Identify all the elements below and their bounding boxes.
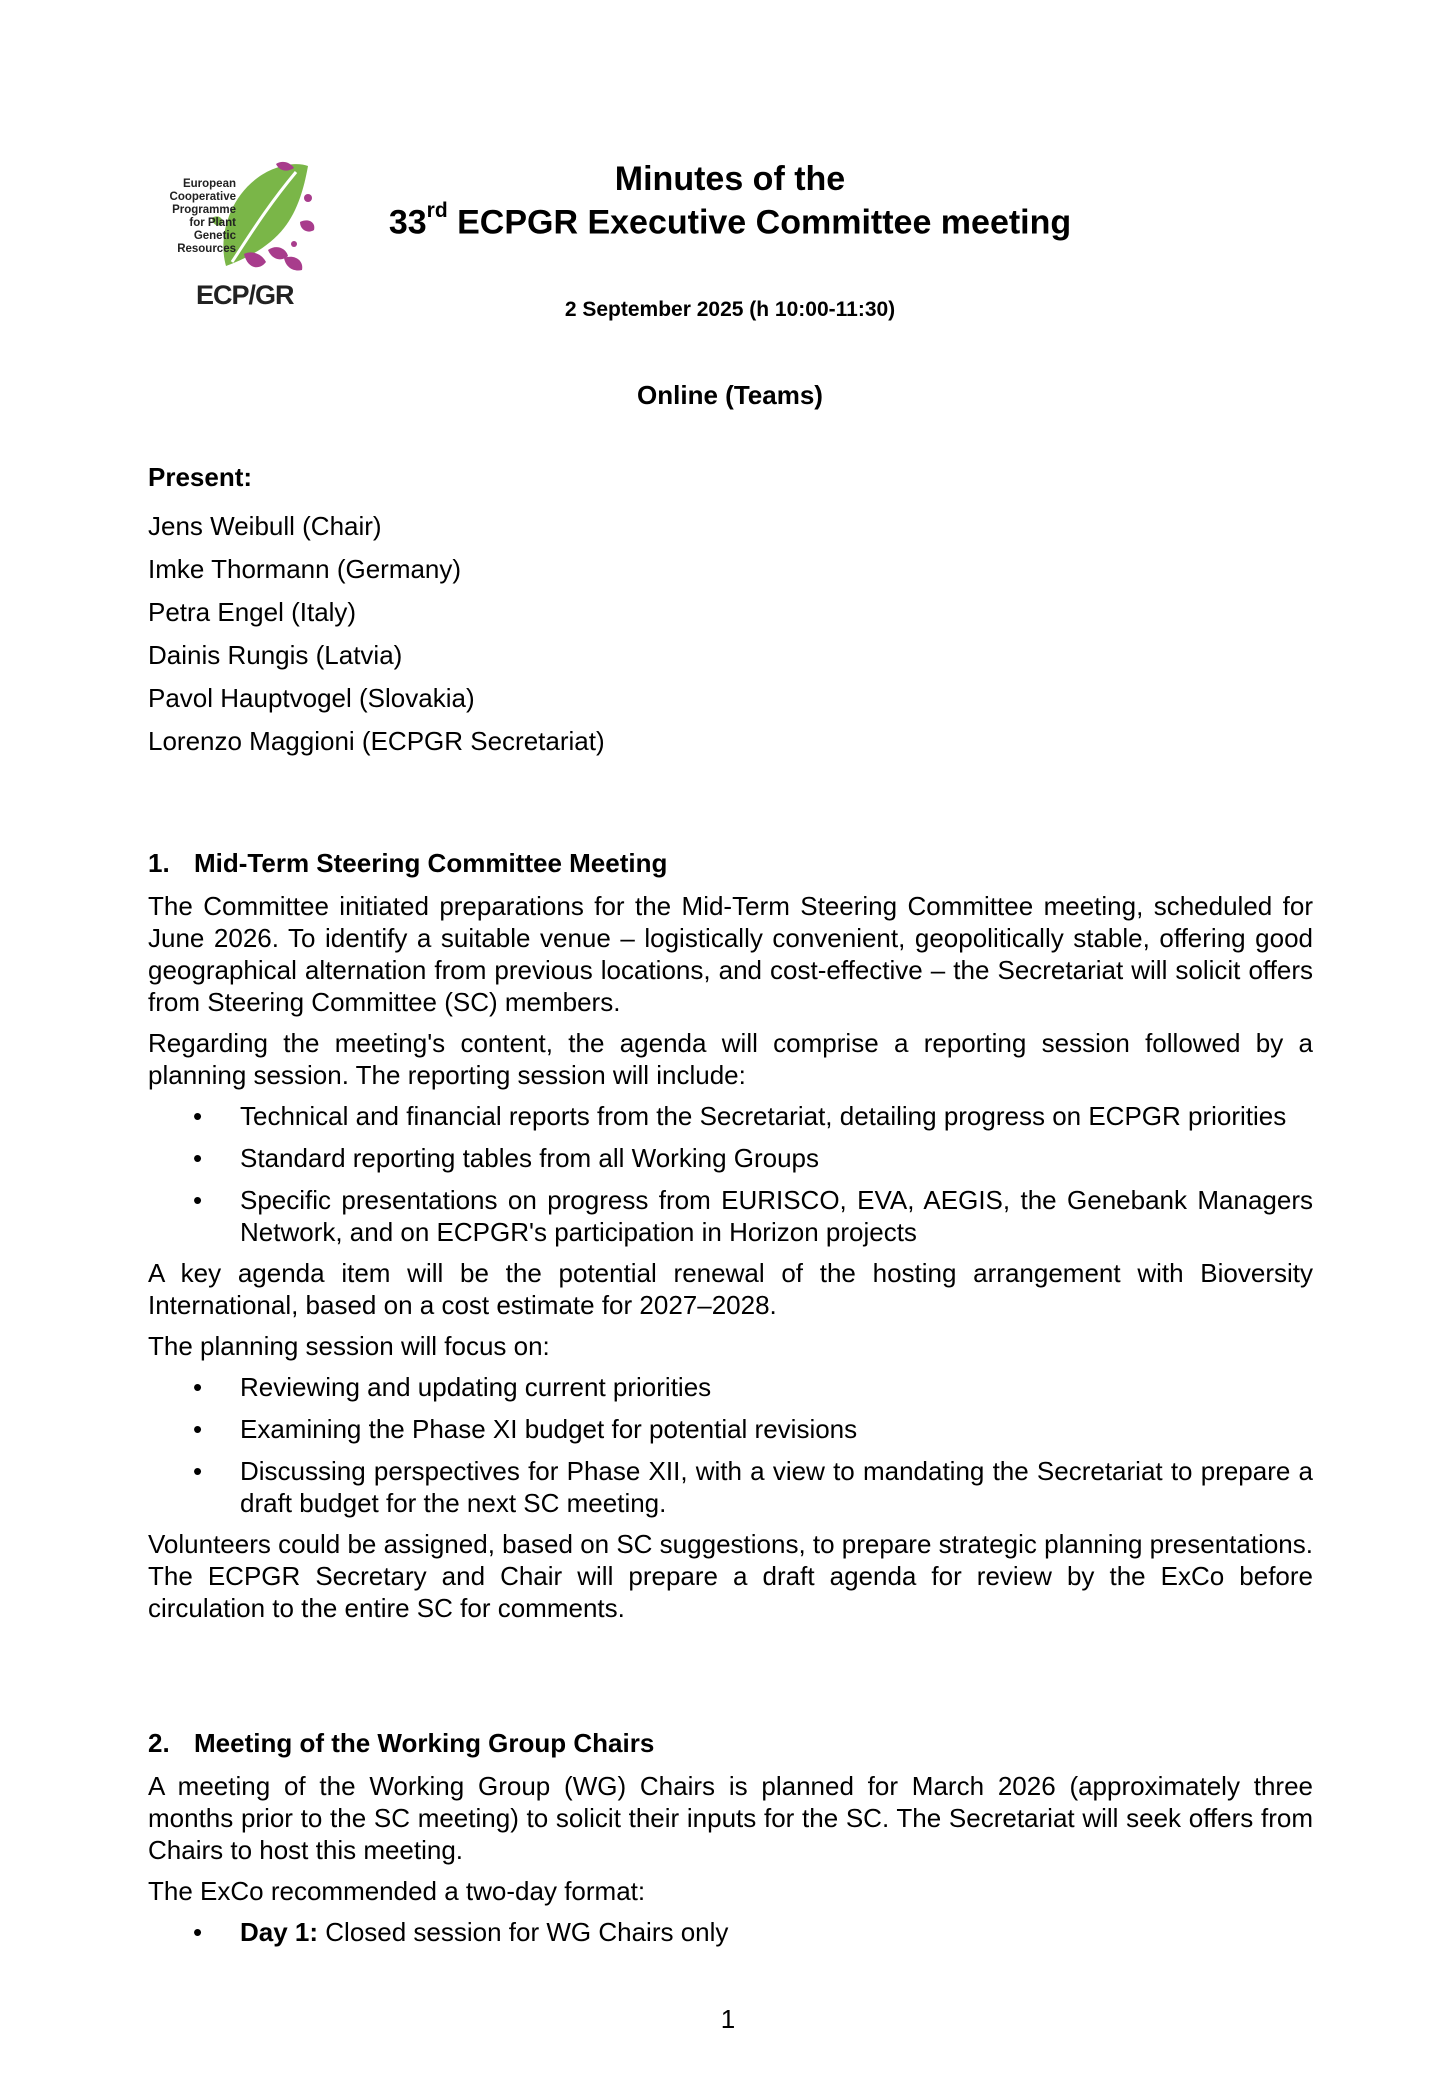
list-item: • Technical and financial reports from the Secretariat, detailing progress on ECPGR priorities xyxy=(193,1101,1287,1131)
list-item: • Examining the Phase XI budget for potential revisions xyxy=(193,1414,858,1444)
section-1-body xyxy=(148,890,1313,1624)
logo-text: European Cooperative Programme for Plant Genetic Resources xyxy=(169,178,236,255)
paragraph: The ExCo recommended a two-day format: xyxy=(148,1876,646,1906)
section-2-heading: 2. Meeting of the Working Group Chairs xyxy=(148,1728,655,1758)
attendee: Dainis Rungis (Latvia) xyxy=(148,640,403,670)
paragraph: Volunteers could be assigned, based on SC suggestions, to prepare strategic planning presentations. The ECPGR Secretary and Chair will prepare a draft agenda for review by the ExCo before circulation to the entire SC for comments. xyxy=(148,1529,1313,1623)
page-number: 1 xyxy=(720,2004,736,2034)
list-item: • Day 1: Closed session for WG Chairs only xyxy=(193,1917,729,1947)
paragraph: The Committee initiated preparations for the Mid-Term Steering Committee meeting, scheduled for June 2026. To identify a suitable venue – logistically convenient, geopolitically stable, offering good geographical alternation from previous locations, and cost-effective – the Secretariat will solicit offers from Steering Committee (SC) members. xyxy=(148,891,1313,1017)
list-item: • Specific presentations on progress from EURISCO, EVA, AEGIS, the Genebank Managers Network, and on ECPGR's participation in Horizon projects xyxy=(193,1185,1313,1247)
bullet-list xyxy=(148,1371,1313,1519)
bullet-list xyxy=(148,1100,1313,1248)
list-item: • Standard reporting tables from all Working Groups xyxy=(193,1143,820,1173)
attendee: Imke Thormann (Germany) xyxy=(148,554,462,584)
document-title-line2: 33rd ECPGR Executive Committee meeting xyxy=(388,199,1072,242)
section-2-body xyxy=(148,1770,1313,1948)
attendee: Petra Engel (Italy) xyxy=(148,597,357,627)
meeting-venue: Online (Teams) xyxy=(637,380,823,410)
ecpgr-logo xyxy=(148,158,320,310)
list-item: • Reviewing and updating current priorities xyxy=(193,1372,712,1402)
meeting-date: 2 September 2025 (h 10:00-11:30) xyxy=(564,298,896,321)
paragraph: A key agenda item will be the potential renewal of the hosting arrangement with Bioversity International, based on a cost estimate for 2027–2028. xyxy=(148,1258,1313,1320)
section-1-heading: 1. Mid-Term Steering Committee Meeting xyxy=(148,848,668,878)
attendee-list xyxy=(148,505,1313,763)
logo-wordmark: ECP/GR xyxy=(196,280,294,310)
paragraph: The planning session will focus on: xyxy=(148,1331,550,1361)
attendee: Jens Weibull (Chair) xyxy=(148,511,382,541)
list-item: • Discussing perspectives for Phase XII, with a view to mandating the Secretariat to prepare a draft budget for the next SC meeting. xyxy=(193,1456,1313,1518)
bullet-list xyxy=(148,1916,1313,1948)
document-title-line1: Minutes of the xyxy=(614,160,846,198)
attendee: Lorenzo Maggioni (ECPGR Secretariat) xyxy=(148,726,605,756)
paragraph: A meeting of the Working Group (WG) Chairs is planned for March 2026 (approximately three months prior to the SC meeting) to solicit their inputs for the SC. The Secretariat will seek offers from Chairs to host this meeting. xyxy=(148,1771,1313,1865)
present-heading: Present: xyxy=(148,462,253,492)
attendee: Pavol Hauptvogel (Slovakia) xyxy=(148,683,475,713)
paragraph: Regarding the meeting's content, the agenda will comprise a reporting session followed by a planning session. The reporting session will include: xyxy=(148,1028,1313,1090)
